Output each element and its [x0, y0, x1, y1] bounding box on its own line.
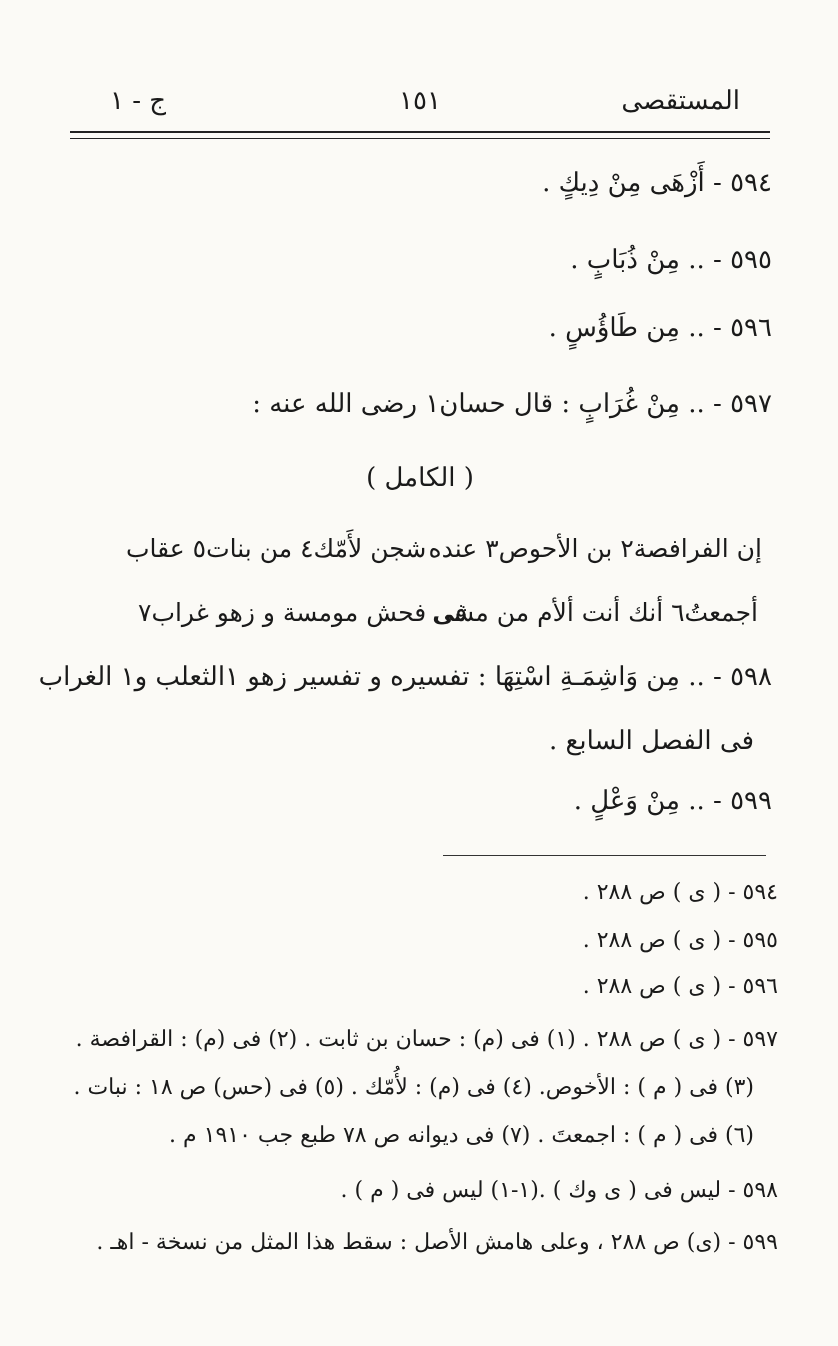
- entry-597: ٥٩٧ - .. مِنْ غُرَابٍ : قال حسان١ رضى الله عنه :: [252, 389, 772, 419]
- page-number: ١٥١: [399, 86, 441, 116]
- entry-594: ٥٩٤ - أَزْهَى مِنْ دِيكٍ .: [542, 168, 772, 198]
- footnote-rule: [443, 855, 766, 856]
- entry-599: ٥٩٩ - .. مِنْ وَعْلٍ .: [573, 786, 772, 816]
- footnote-597-cont-1: (٣) فى ( م ) : الأخوص. (٤) فى (م) : لأُمّك . (٥) فى (حس) ص ١٨ : نبات .: [73, 1075, 754, 1100]
- footnote-596: ٥٩٦ - ( ى ) ص ٢٨٨ .: [582, 974, 778, 999]
- footnote-594: ٥٩٤ - ( ى ) ص ٢٨٨ .: [582, 880, 778, 905]
- volume-label: ج - ١: [110, 86, 167, 116]
- verse-1-hemistich-2: شجن لأَمّك٤ من بنات٥ عقاب: [126, 534, 427, 563]
- entry-598-line-1: ٥٩٨ - .. مِن وَاشِمَـةِ اسْتِهَا : تفسيره و تفسير زهو ١الثعلب و١ الغراب: [38, 662, 772, 692]
- header-rule-thin: [70, 138, 770, 139]
- entry-598-line-2: فى الفصل السابع .: [548, 726, 754, 756]
- verse-1-hemistich-1: إن الفرافصة٢ بن الأحوص٣ عنده: [428, 534, 762, 563]
- footnote-598: ٥٩٨ - ليس فى ( ى وك ) .(١-١) ليس فى ( م ) .: [340, 1178, 778, 1203]
- header-rule-thick: [70, 131, 770, 133]
- footnote-597-cont-2: (٦) فى ( م ) : اجمعتَ . (٧) فى ديوانه ص ٧٨ طبع جب ١٩١٠ م .: [169, 1123, 754, 1148]
- meter-label: ( الكامل ): [366, 463, 474, 493]
- verse-2-hemistich-1: أجمعتُ٦ أنك أنت ألأم من مشى: [432, 598, 758, 627]
- entry-596: ٥٩٦ - .. مِن طَاؤُسٍ .: [548, 313, 772, 343]
- running-title: المستقصى: [621, 86, 740, 116]
- footnote-595: ٥٩٥ - ( ى ) ص ٢٨٨ .: [582, 928, 778, 953]
- footnote-597: ٥٩٧ - ( ى ) ص ٢٨٨ . (١) فى (م) : حسان بن ثابت . (٢) فى (م) : القرافصة .: [75, 1027, 778, 1052]
- footnote-599: ٥٩٩ - (ى) ص ٢٨٨ ، وعلى هامش الأصل : سقط هذا المثل من نسخة - اهـ .: [96, 1230, 778, 1255]
- verse-2-hemistich-2: فى فحش مومسة و زهو غراب٧: [138, 598, 467, 627]
- entry-595: ٥٩٥ - .. مِنْ ذُبَابٍ .: [570, 245, 772, 275]
